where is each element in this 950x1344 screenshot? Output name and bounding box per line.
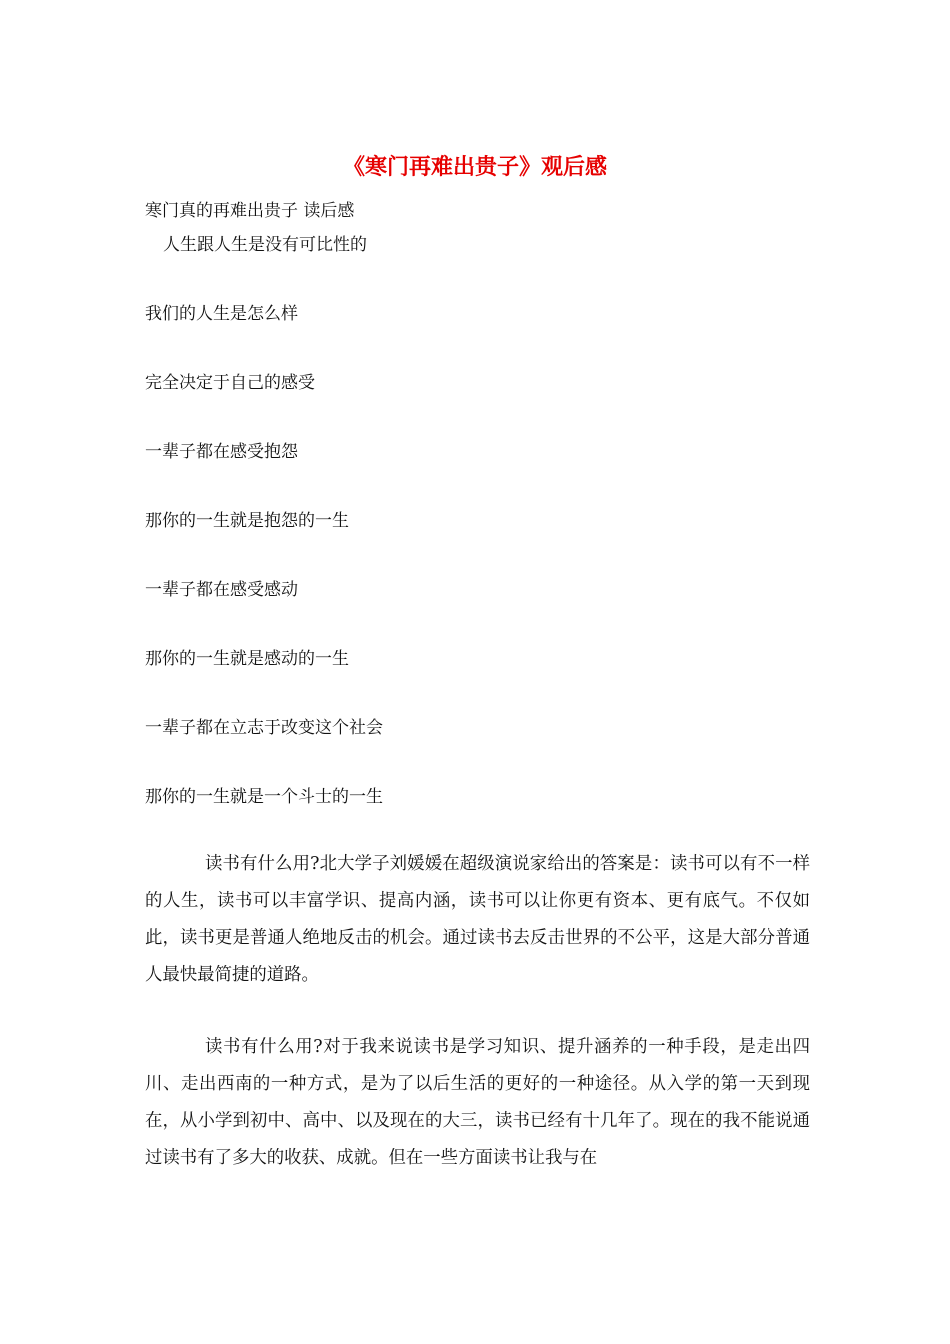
text-line: 人生跟人生是没有可比性的 [163,235,367,255]
document-title: 《寒门再难出贵子》观后感 [342,154,607,180]
body-paragraph: 读书有什么用?北大学子刘媛媛在超级演说家给出的答案是：读书可以有不一样的人生，读书可以丰富学识、提高内涵，读书可以让你更有资本、更有底气。不仅如此，读书更是普通人绝地反击的机会。通过读书去反击世界的不公平，这是大部分普通人最快最简捷的道路。 [145,854,810,985]
document-subtitle: 寒门真的再难出贵子 读后感 [145,201,355,221]
text-line: 那你的一生就是感动的一生 [145,649,349,669]
text-line: 完全决定于自己的感受 [145,373,315,393]
text-line: 一辈子都在立志于改变这个社会 [145,718,383,738]
text-line: 一辈子都在感受抱怨 [145,442,298,462]
text-line: 我们的人生是怎么样 [145,304,298,324]
body-paragraph: 读书有什么用?对于我来说读书是学习知识、提升涵养的一种手段，是走出四川、走出西南的一种方式，是为了以后生活的更好的一种途径。从入学的第一天到现在，从小学到初中、高中、以及现在的大三，读书已经有十几年了。现在的我不能说通过读书有了多大的收获、成就。但在一些方面读书让我与在 [145,1037,810,1168]
text-line: 那你的一生就是一个斗士的一生 [145,787,383,807]
text-line: 一辈子都在感受感动 [145,580,298,600]
text-line: 那你的一生就是抱怨的一生 [145,511,349,531]
